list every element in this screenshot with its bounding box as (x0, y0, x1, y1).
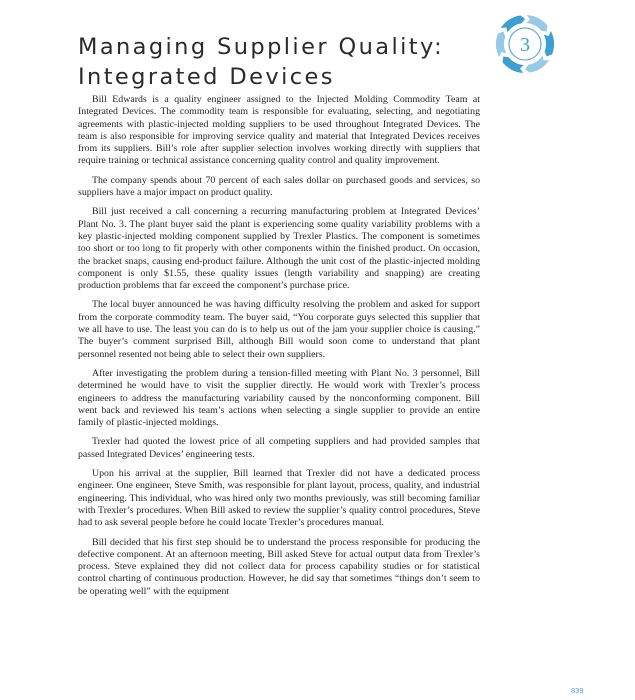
page-number: 839 (571, 686, 584, 695)
paragraph: Bill decided that his first step should be to understand the process responsible for producing the defective component. At an afternoon meeting, Bill asked Steve for actual output data from Trexler’s process. Steve explained they did not collect data for process capability studies or for statistical control charting of continuous production. However, he did say that sometimes “things don’t seem to be operating well” with the equipment (78, 536, 480, 597)
article-body (78, 94, 480, 605)
paragraph: Upon his arrival at the supplier, Bill learned that Trexler did not have a dedicated process engineer. One engineer, Steve Smith, was responsible for plant layout, process, quality, and industrial engineering. This individual, who was hired only two months previously, was still becoming familiar with Trexler’s procedures. When Bill asked to review the supplier’s quality control procedures, Steve had to ask several people before he could locate Trexler’s procedures manual. (78, 468, 480, 529)
cycle-arrow-segment (544, 31, 554, 56)
paragraph: Trexler had quoted the lowest price of all competing suppliers and had provided samples that passed Integrated Devices’ engineering tests. (78, 436, 480, 460)
cycle-arrow-segment (496, 32, 506, 57)
chapter-badge (494, 13, 556, 75)
paragraph: Bill just received a call concerning a recurring manufacturing problem at Integrated Devices’ Plant No. 3. The plant buyer said the plant is experiencing some quality variability problems with a key plastic-injected molding component supplied by Trexler Plastics. The component is sometimes too short or too long to fit properly with other components within the finished product. On occasion, the bracket snaps, causing end-product failure. Although the unit cost of the plastic-injected molding component is only $1.55, these quality issues (length variability and snapping) are creating production problems that far exceed the component’s purchase price. (78, 206, 480, 292)
paragraph: Bill Edwards is a quality engineer assigned to the Injected Molding Commodity Team at Integrated Devices. The commodity team is responsible for evaluating, selecting, and negotiating agreements with plastic-injected molding suppliers to be used throughout Integrated Devices. The team is also responsible for improving service quality and material that Integrated Devices receives from its suppliers. Bill’s role after supplier selection involves working directly with suppliers that require training or technical assistance concerning quality control and quality improvement. (78, 94, 480, 167)
chapter-title (78, 32, 498, 92)
paragraph: The company spends about 70 percent of each sales dollar on purchased goods and services, so suppliers have a major impact on product quality. (78, 174, 480, 199)
paragraph: The local buyer announced he was having difficulty resolving the problem and asked for support from the corporate commodity team. The buyer said, “You corporate guys selected this supplier that we all have to use. The least you can do is to help us out of the jam your supplier choice is causing.” The buyer’s comment surprised Bill, although Bill would soon come to understand that plant personnel resented not being able to select their own suppliers. (78, 299, 480, 360)
paragraph: After investigating the problem during a tension-filled meeting with Plant No. 3 personnel, Bill determined he would have to visit the supplier directly. He would work with Trexler’s process engineers to address the manufacturing variability caused by the nonconforming component. Bill went back and reviewed his team’s actions when selecting a single supplier to provide an entire family of plastic-injected moldings. (78, 367, 480, 429)
title-line-2: Integrated Devices (78, 64, 335, 90)
chapter-number: 3 (520, 34, 530, 56)
cycle-arrows-icon (494, 13, 556, 75)
title-line-1: Managing Supplier Quality: (78, 34, 445, 60)
